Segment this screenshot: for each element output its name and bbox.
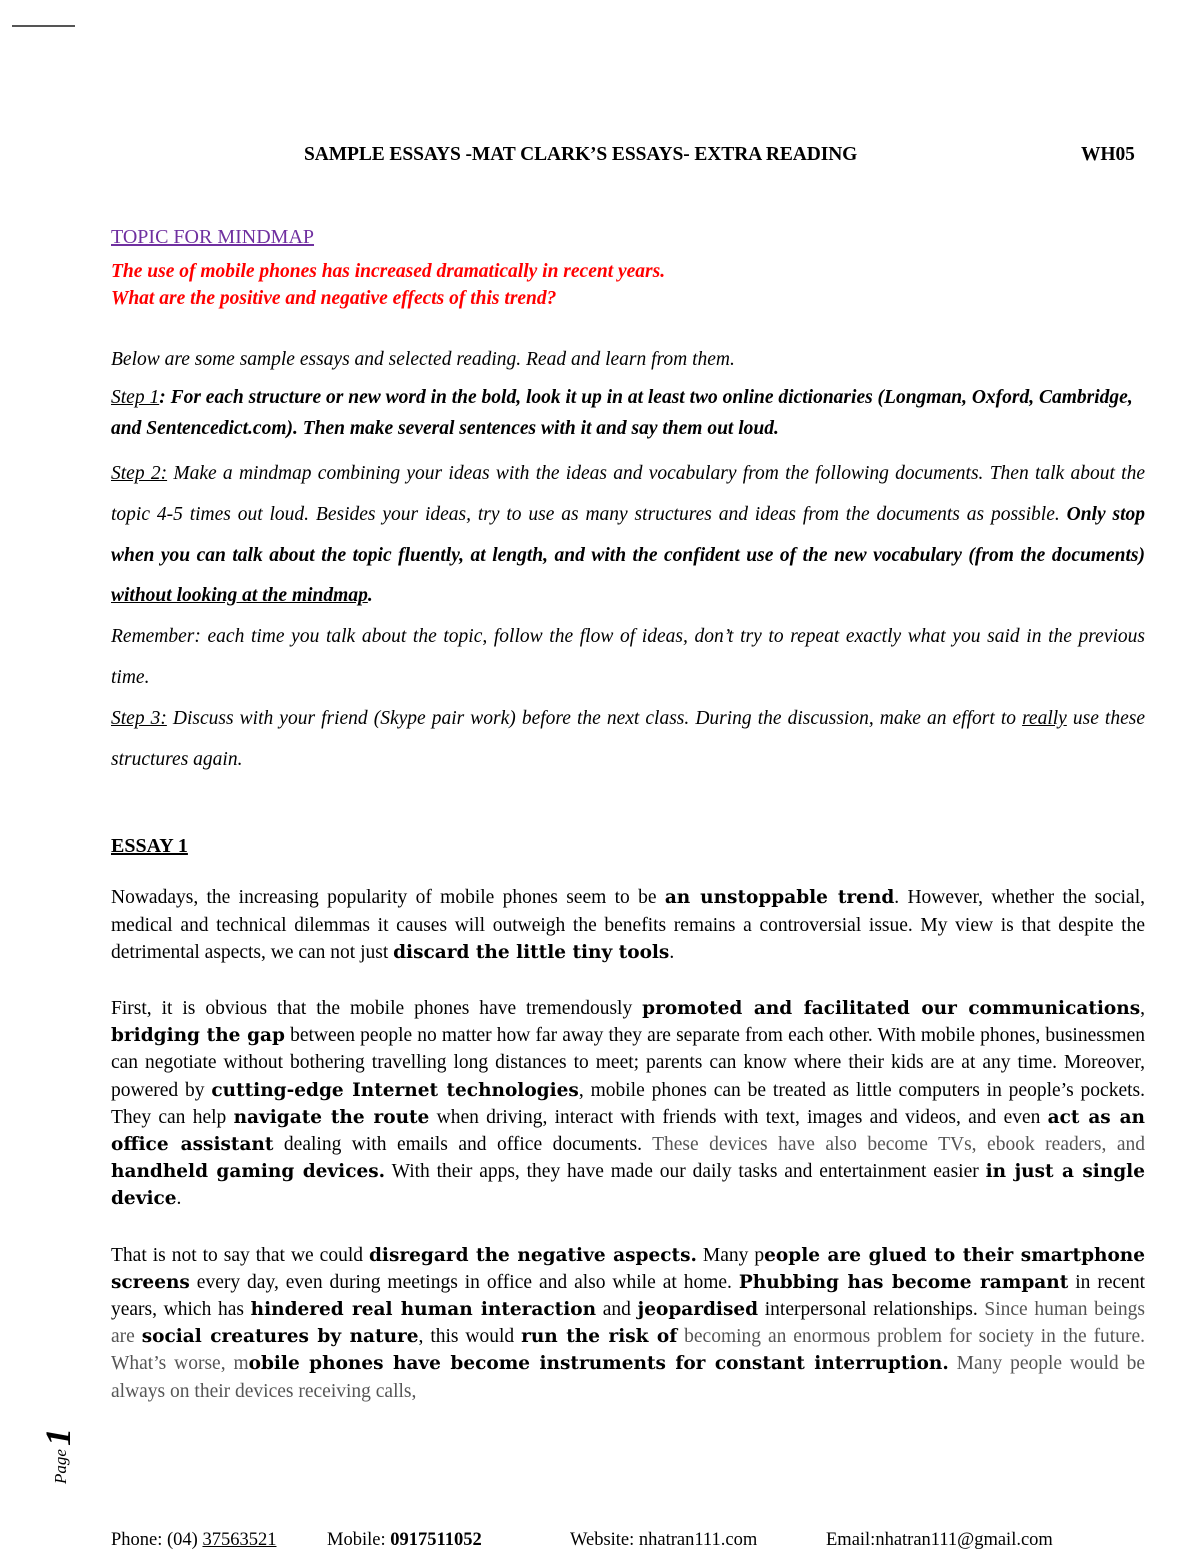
text-run: dealing with emails and office documents. [273,1134,653,1155]
bold-phrase: navigate the route [233,1106,430,1128]
bold-phrase: promoted and facilitated our communications [642,997,1141,1019]
text-run: Nowadays, the increasing popularity of mobile phones seem to be [111,887,665,909]
step-2-remember: Remember: each time you talk about the topic, follow the flow of ideas, don’t try to repeat exactly what you said in the previous time. [111,626,1145,688]
essay-1-paragraph-2 [111,995,1145,1213]
step-3-text-1: Discuss with your friend (Skype pair work) before the next class. During the discussion, make an effort to [166,707,1023,729]
text-run: . [669,941,675,963]
bold-phrase: jeopardised [637,1299,759,1321]
bold-phrase: discard the little tiny tools [393,941,670,963]
page-number-vertical [36,1408,80,1488]
text-run: and [596,1299,638,1321]
step-3-text-2: use these structures again. [111,707,1145,770]
intro-text: Below are some sample essays and selected reading. Read and learn from them. [111,349,735,370]
top-rule [12,25,75,27]
text-run: Many people would be always on their devices receiving calls, [111,1353,1145,1402]
bold-phrase: bridging the gap [111,1025,285,1047]
text-run: , [1140,997,1145,1019]
bold-phrase: eople are glued to their smartphone screens [111,1244,1146,1293]
step-1-text: For each structure or new word in the bold, look it up in at least two online dictionaries (Longman, Oxford, Cambridge, and Sentencedict.com). Then make several sentences with it and say them out loud. [111,387,1133,439]
bold-phrase: act as an office assistant [111,1106,1146,1155]
footer-website: Website: nhatran111.com [570,1530,758,1550]
essay-1-paragraph-1 [111,884,1145,966]
step-2-label: Step 2: [111,463,168,484]
page-label: Page [51,1449,70,1484]
header-title: SAMPLE ESSAYS -MAT CLARK’S ESSAYS- EXTRA READING [304,144,858,165]
bold-phrase: obile phones have become instruments for constant interruption. [248,1353,949,1375]
step-2-text: Make a mindmap combining your ideas with the ideas and vocabulary from the following documents. Then talk about the topic 4-5 times out loud. Besides your ideas, try to use as many structures and ideas from the documents as possible. [111,463,1145,525]
step-1 [111,382,1145,444]
step-3-label: Step 3: [111,707,167,729]
topic-heading: TOPIC FOR MINDMAP [111,226,315,248]
bold-phrase: cutting-edge Internet technologies [211,1079,579,1101]
text-run: These devices have also become TVs, ebook readers, and [652,1134,1145,1155]
essay-1-heading: ESSAY 1 [111,835,188,858]
footer-mobile-label: Mobile: [327,1530,391,1550]
text-run: . However, whether the social, medical and technical dilemmas it causes will outweigh the benefits remains a controversial issue. My view is that despite the detrimental aspects, we can not just [111,887,1145,963]
text-run: , this would [418,1326,522,1348]
step-2-end: . [367,585,373,607]
text-run: First, it is obvious that the mobile phones have tremendously [111,997,643,1019]
footer-mobile [327,1530,482,1551]
bold-phrase: Phubbing has become rampant [738,1271,1069,1293]
step-2-bold-underlined: without looking at the mindmap [111,585,368,607]
text-run: when driving, interact with friends with text, images and videos, and even [429,1106,1048,1128]
text-run: Since human beings are [111,1299,1146,1348]
topic-line-2: What are the positive and negative effects of this trend? [111,288,557,309]
footer-phone-number: 37563521 [202,1530,277,1550]
footer-email: Email:nhatran111@gmail.com [826,1530,1053,1550]
text-run: between people no matter how far away they are separate from each other. With mobile phones, businessmen can negotiate without bothering travelling long distances to meet; parents can know where their kids are at any time. Moreover, powered by [111,1025,1145,1101]
text-run: . [176,1188,182,1210]
text-run: With their apps, they have made our daily tasks and entertainment easier [385,1161,986,1183]
text-run: interpersonal relationships. [758,1299,985,1321]
step-1-label: Step 1 [111,387,160,408]
page-number: 1 [38,1428,78,1446]
step-2-bold: Only stop when you can talk about the topic fluently, at length, and with the confident use of the new vocabulary (from the documents) [111,503,1145,566]
footer-mobile-number: 0917511052 [390,1530,482,1550]
bold-phrase: social creatures by nature [141,1326,419,1348]
footer-phone-label: Phone: (04) [111,1530,203,1550]
document-body [111,224,1145,1434]
step-1-colon: : [159,387,171,408]
bold-phrase: an unstoppable trend [664,887,895,909]
header-code: WH05 [1081,144,1135,165]
text-run: in recent years, which has [111,1271,1146,1321]
footer-phone [111,1530,276,1551]
bold-phrase: disregard the negative aspects. [369,1244,697,1266]
bold-phrase: in just a single device [111,1161,1145,1210]
topic-line-1: The use of mobile phones has increased dramatically in recent years. [111,261,666,282]
bold-phrase: handheld gaming devices. [111,1161,386,1183]
bold-phrase: run the risk of [521,1326,678,1348]
text-run: Many p [696,1244,765,1266]
step-2 [111,454,1145,780]
text-run: every day, even during meetings in office and also while at home. [189,1271,739,1293]
bold-phrase: hindered real human interaction [250,1299,597,1321]
text-run: , mobile phones can be treated as little computers in people’s pockets. They can help [111,1079,1145,1128]
essay-1-paragraph-3 [111,1242,1145,1405]
text-run: becoming an enormous problem for society in the future. What’s worse, m [111,1326,1145,1375]
step-3-underlined: really [1022,707,1067,729]
text-run: That is not to say that we could [111,1244,369,1266]
